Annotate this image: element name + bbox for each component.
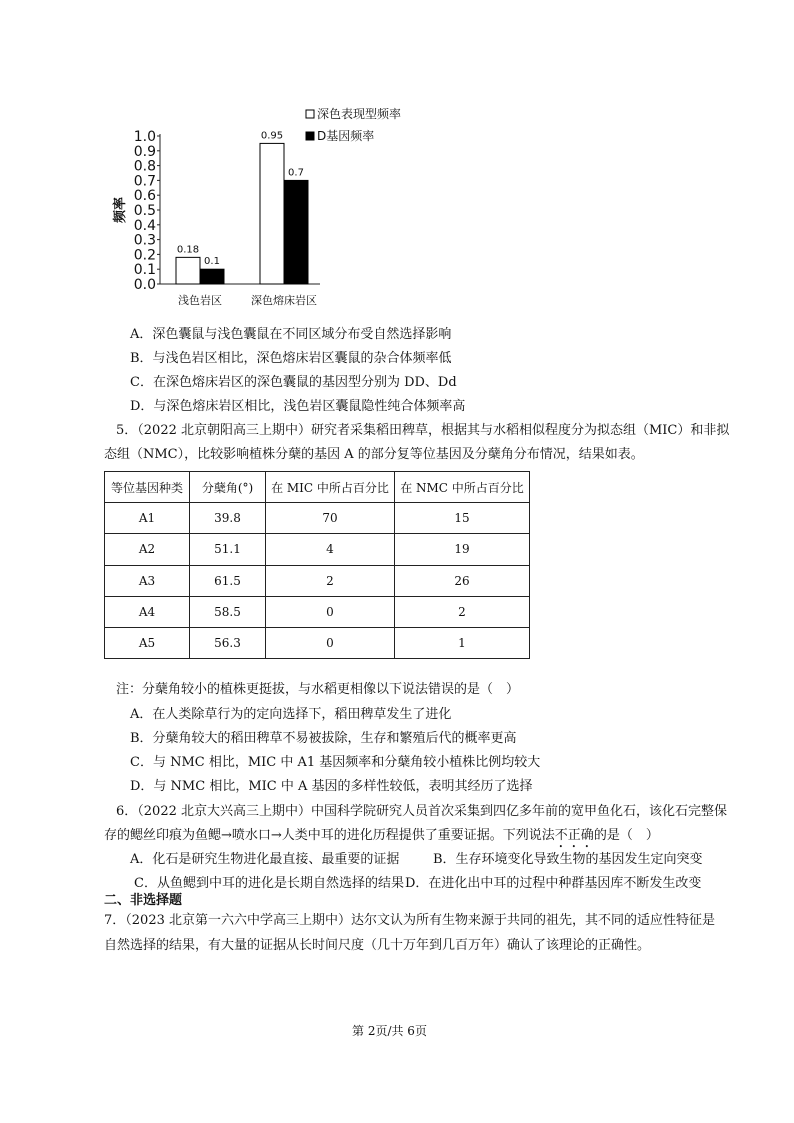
x-tick-label: 浅色岩区 <box>178 294 222 307</box>
table-cell: 0 <box>266 596 395 627</box>
table-cell: 4 <box>266 534 395 565</box>
table-cell: A5 <box>105 627 190 658</box>
y-tick-label: 0.9 <box>133 143 156 160</box>
bar-chart <box>100 100 430 315</box>
y-axis-label: 频率 <box>113 196 128 224</box>
bar <box>284 180 308 284</box>
table-row <box>105 565 530 596</box>
q5-stem-line1: 5．（2022 北京朝阳高三上期中）研究者采集稻田稗草，根据其与水稻相似程度分为拟态组（MIC）和非拟 <box>116 423 730 438</box>
table-cell: 51.1 <box>190 534 266 565</box>
table-cell: 2 <box>266 565 395 596</box>
table-cell: A2 <box>105 534 190 565</box>
table-row <box>105 534 530 565</box>
y-tick-label: 0.7 <box>133 173 156 190</box>
q6-stem-tail: 的是（ ） <box>593 828 659 843</box>
table-cell: A1 <box>105 503 190 534</box>
q6-option-d: D．在进化出中耳的过程中种群基因库不断发生改变 <box>405 876 702 891</box>
table-row <box>105 503 530 534</box>
y-tick-label: 1.0 <box>133 129 156 145</box>
data-label: 0.18 <box>176 244 200 256</box>
page-footer: 第 2页/共 6页 <box>352 1024 427 1038</box>
q6-stem-text: 存的鳃丝印痕为鱼鳃→喷水口→人类中耳的进化历程提供了重要证据。下列说法 <box>104 828 555 843</box>
q7-stem-line2: 自然选择的结果，有大量的证据从长时间尺度（几十万年到几百万年）确认了该理论的正确性。 <box>104 938 651 953</box>
q5-stem-line2: 态组（NMC），比较影响植株分蘖的基因 A 的部分复等位基因及分蘖角分布情况，结果如表。 <box>104 447 644 462</box>
y-tick-label: 0.4 <box>133 217 156 234</box>
table-header: 在 MIC 中所占百分比 <box>266 472 395 503</box>
table-cell: 61.5 <box>190 565 266 596</box>
table-header-row <box>105 472 530 503</box>
bar <box>200 269 224 284</box>
table-cell: 1 <box>395 627 530 658</box>
q7-stem-line1: 7．（2023 北京第一六六中学高三上期中）达尔文认为所有生物来源于共同的祖先，其不同的适应性特征是 <box>104 913 715 928</box>
q5-option-a: A．在人类除草行为的定向选择下，稻田稗草发生了进化 <box>130 707 452 722</box>
table-cell: A4 <box>105 596 190 627</box>
data-label: 0.7 <box>288 167 304 179</box>
table-row <box>105 627 530 658</box>
table-cell: 70 <box>266 503 395 534</box>
q6-option-a: A．化石是研究生物进化最直接、最重要的证据 <box>130 852 400 867</box>
q6-option-b: B．生存环境变化导致生物的基因发生定向突变 <box>433 852 703 867</box>
q4-option-c: C．在深色熔床岩区的深色囊鼠的基因型分别为 DD、Dd <box>130 375 457 390</box>
y-tick-label: 0.2 <box>133 247 156 264</box>
table-cell: 26 <box>395 565 530 596</box>
allele-table <box>104 471 530 659</box>
y-tick-label: 0.3 <box>133 232 156 249</box>
q4-option-d: D．与深色熔床岩区相比，浅色岩区囊鼠隐性纯合体频率高 <box>130 399 466 414</box>
table-row <box>105 596 530 627</box>
table-header: 在 NMC 中所占百分比 <box>395 472 530 503</box>
data-label: 0.95 <box>260 130 284 142</box>
q5-option-d: D．与 NMC 相比，MIC 中 A 基因的多样性较低，表明其经历了选择 <box>130 779 533 794</box>
q4-option-a: A．深色囊鼠与浅色囊鼠在不同区域分布受自然选择影响 <box>130 327 452 342</box>
q6-stem-line2 <box>104 827 659 851</box>
y-tick-label: 0.8 <box>133 158 156 175</box>
table-cell: 15 <box>395 503 530 534</box>
legend-swatch <box>306 110 314 118</box>
q4-option-b: B．与浅色岩区相比，深色熔床岩区囊鼠的杂合体频率低 <box>130 351 452 366</box>
q5-option-c: C．与 NMC 相比，MIC 中 A1 基因频率和分蘖角较小植株比例均较大 <box>130 755 541 770</box>
q6-stem-line1: 6．（2022 北京大兴高三上期中）中国科学院研究人员首次采集到四亿多年前的宽甲鱼化石，该化石完整保 <box>116 804 727 819</box>
table-header: 等位基因种类 <box>105 472 190 503</box>
legend-swatch <box>306 132 314 140</box>
legend-label: 深色表现型频率 <box>317 107 402 121</box>
section-heading: 二、非选择题 <box>104 893 183 908</box>
y-tick-label: 0.0 <box>133 277 156 293</box>
bar <box>260 143 284 284</box>
table-cell: 58.5 <box>190 596 266 627</box>
q5-note: 注：分蘖角较小的植株更挺拔，与水稻更相像以下说法错误的是（ ） <box>116 682 520 697</box>
legend-label: D基因频率 <box>317 129 375 143</box>
y-tick-label: 0.6 <box>133 188 156 205</box>
q6-option-c: C．从鱼鳃到中耳的进化是长期自然选择的结果 <box>134 876 404 891</box>
bar <box>176 257 200 284</box>
data-label: 0.1 <box>204 256 220 268</box>
table-cell: 2 <box>395 596 530 627</box>
table-cell: 56.3 <box>190 627 266 658</box>
x-tick-label: 深色熔床岩区 <box>251 294 317 307</box>
q6-emphasis: 不正确 <box>554 828 594 843</box>
table-header: 分蘖角(°) <box>190 472 266 503</box>
y-tick-label: 0.1 <box>133 262 156 279</box>
table-cell: 39.8 <box>190 503 266 534</box>
q5-option-b: B．分蘖角较大的稻田稗草不易被拔除，生存和繁殖后代的概率更高 <box>130 731 517 746</box>
table-cell: 0 <box>266 627 395 658</box>
table-cell: A3 <box>105 565 190 596</box>
y-tick-label: 0.5 <box>133 203 156 219</box>
table-cell: 19 <box>395 534 530 565</box>
